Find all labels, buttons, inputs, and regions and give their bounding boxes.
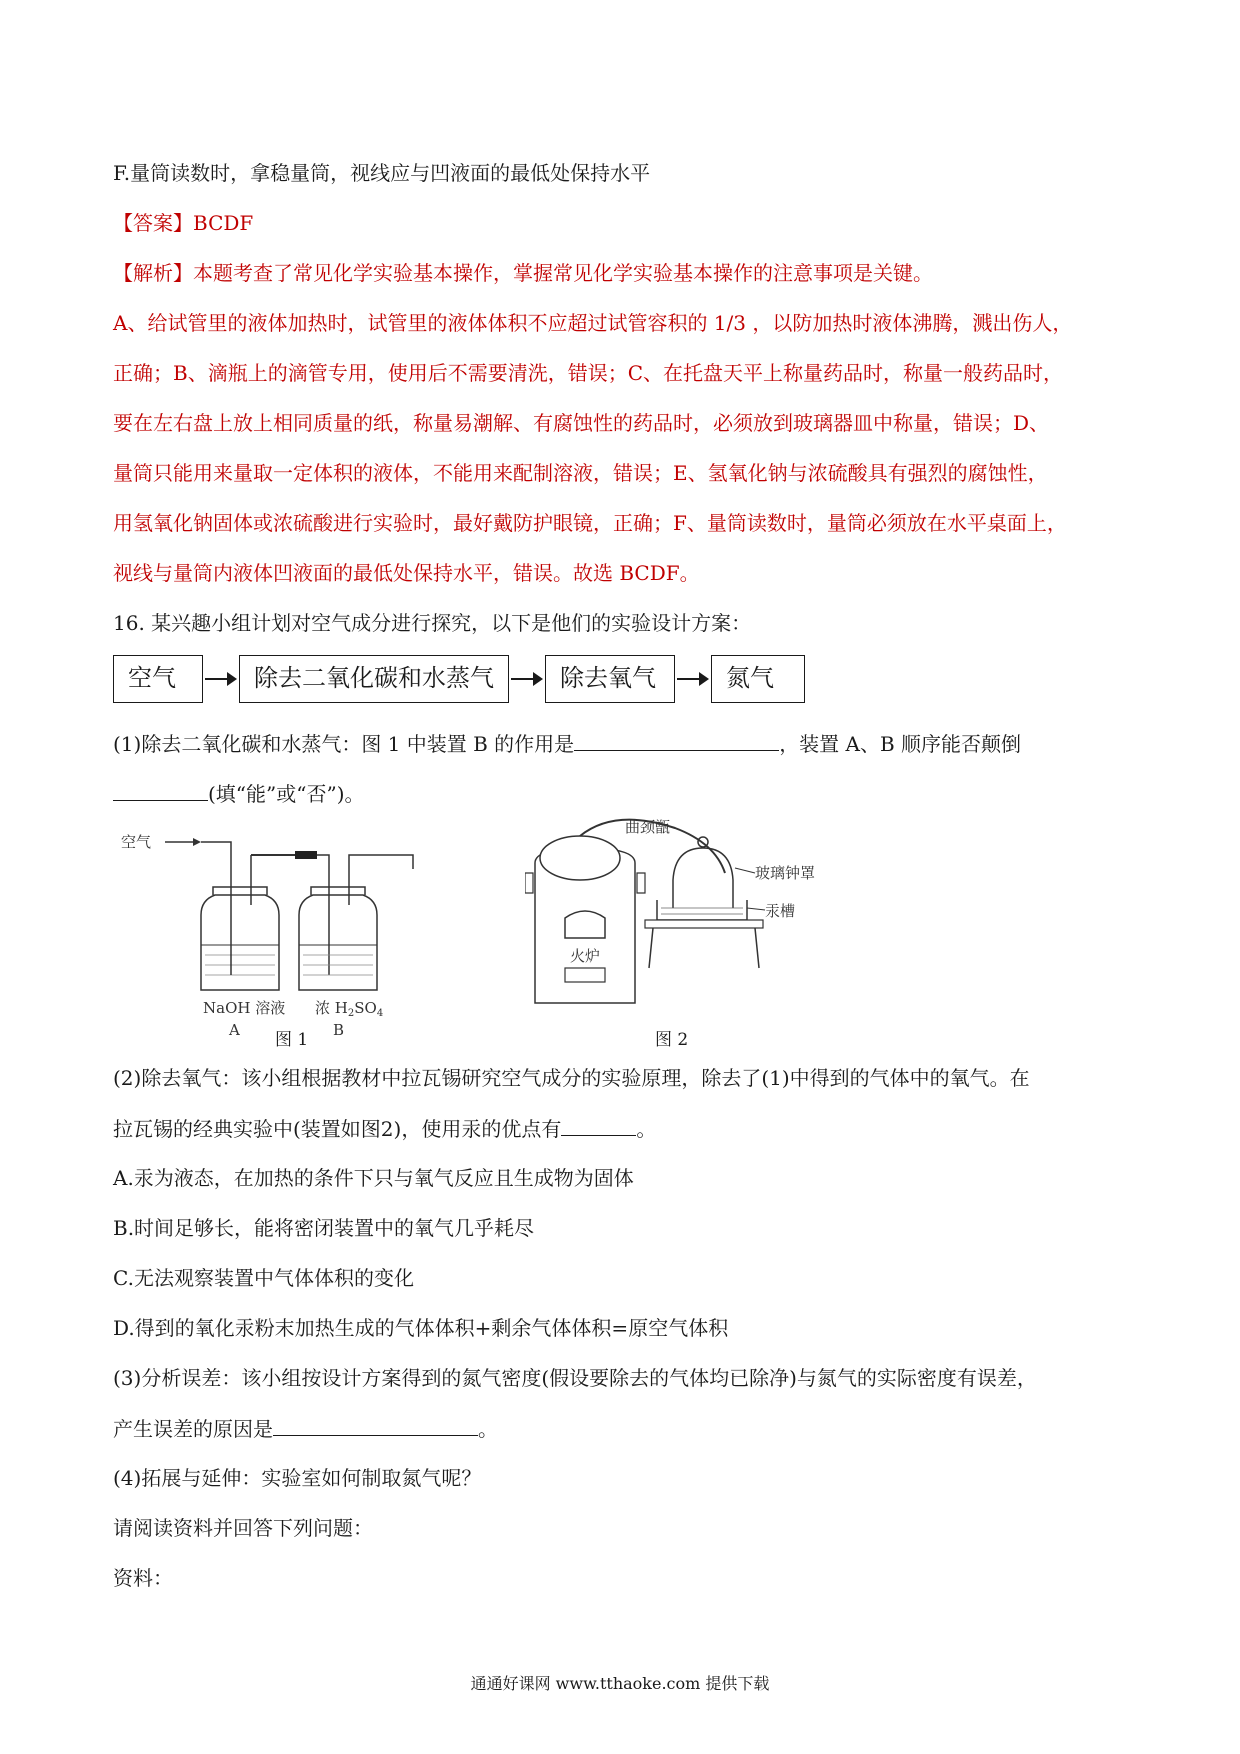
info-label: 资料： <box>113 1566 173 1590</box>
question-16-stem: 16. 某兴趣小组计划对空气成分进行探究，以下是他们的实验设计方案： <box>113 611 752 635</box>
flow-box-nitrogen: 氮气 <box>711 655 805 703</box>
fig1-bottle-b <box>299 855 413 990</box>
fig1-label-b: B <box>333 1021 345 1039</box>
part-1-text-b: ，装置 A、B 顺序能否颠倒 <box>779 732 1022 756</box>
figure-2-caption: 图 2 <box>655 1030 689 1050</box>
part-4-line: (4)拓展与延伸：实验室如何制取氮气呢？ <box>113 1466 482 1490</box>
part-1-line-2 <box>113 780 365 807</box>
option-c: C.无法观察装置中气体体积的变化 <box>113 1266 414 1290</box>
fig2-trough-leader <box>747 908 765 910</box>
figure-2-lavoisier-apparatus <box>525 818 815 1018</box>
flow-box-air: 空气 <box>113 655 203 703</box>
analysis-text-1: A、给试管里的液体加热时，试管里的液体体积不应超过试管容积的 1/3 ，以防加热时液体沸腾，溅出伤人， <box>113 311 1073 335</box>
fig2-trough-label: 汞槽 <box>765 902 796 920</box>
fig1-bottle-a <box>201 842 279 990</box>
fig1-h2so4-label: 浓 $H_2SO_4$ <box>315 999 384 1019</box>
fig1-rubber-tube <box>295 851 317 859</box>
flow-arrow <box>205 678 235 680</box>
part-3-period: 。 <box>478 1417 498 1441</box>
analysis-text-6: 视线与量筒内液体凹液面的最低处保持水平，错误。故选 BCDF。 <box>113 561 700 585</box>
fig2-bell-label: 玻璃钟罩 <box>755 864 815 882</box>
figure-1-caption: 图 1 <box>275 1030 309 1050</box>
part-1-text-c: (填“能”或“否”)。 <box>208 782 365 806</box>
part-2-period: 。 <box>636 1117 657 1141</box>
flow-box-remove-o2: 除去氧气 <box>545 655 675 703</box>
read-instruction: 请阅读资料并回答下列问题： <box>113 1516 373 1540</box>
fig2-trough-table <box>645 900 763 968</box>
fig2-retort-label: 曲颈甑 <box>625 818 671 836</box>
fig2-bell-leader <box>735 868 755 873</box>
answer-blank[interactable] <box>561 1115 636 1136</box>
flow-arrow <box>511 678 541 680</box>
option-b: B.时间足够长，能将密闭装置中的氧气几乎耗尽 <box>113 1216 535 1240</box>
answer-blank[interactable] <box>574 730 779 751</box>
answer-line: 【答案】BCDF <box>113 211 254 235</box>
part-3-text: 产生误差的原因是 <box>113 1417 273 1441</box>
part-3-line-1: (3)分析误差：该小组按设计方案得到的氮气密度(假设要除去的气体均已除净)与氮气的实际密度有误差， <box>113 1366 1037 1390</box>
answer-blank[interactable] <box>113 780 208 801</box>
analysis-text-4: 量筒只能用来量取一定体积的液体，不能用来配制溶液，错误；E、氢氧化钠与浓硫酸具有强烈的腐蚀性， <box>113 461 1048 485</box>
fig1-label-a: A <box>229 1021 240 1039</box>
fig1-air-arrowhead <box>193 838 201 846</box>
page-footer: 通通好课网 www.tthaoke.com 提供下载 <box>470 1674 770 1693</box>
answer-blank[interactable] <box>273 1415 478 1436</box>
analysis-text-2: 正确；B、滴瓶上的滴管专用，使用后不需要清洗，错误；C、在托盘天平上称量药品时，称量一般药品时， <box>113 361 1063 385</box>
analysis-text-3: 要在左右盘上放上相同质量的纸，称量易潮解、有腐蚀性的药品时，必须放到玻璃器皿中称量，错误；D、 <box>113 411 1050 435</box>
part-1-line <box>113 730 1021 757</box>
option-a: A.汞为液态，在加热的条件下只与氧气反应且生成物为固体 <box>113 1166 634 1190</box>
flow-box-remove-co2-h2o: 除去二氧化碳和水蒸气 <box>239 655 509 703</box>
part-2-text: 拉瓦锡的经典实验中(装置如图2)，使用汞的优点有 <box>113 1117 562 1141</box>
option-d: D.得到的氧化汞粉末加热生成的气体体积+剩余气体体积=原空气体积 <box>113 1316 729 1340</box>
part-2-line-1: (2)除去氧气：该小组根据教材中拉瓦锡研究空气成分的实验原理，除去了(1)中得到的气体中的氧气。在 <box>113 1066 1030 1090</box>
part-3-line-2 <box>113 1415 498 1442</box>
fig1-naoh-label: NaOH 溶液 <box>203 999 286 1017</box>
analysis-line: 【解析】本题考查了常见化学实验基本操作，掌握常见化学实验基本操作的注意事项是关键。 <box>113 261 933 285</box>
fig1-air-label: 空气 <box>121 833 152 851</box>
part-2-line-2 <box>113 1115 656 1142</box>
option-f-line: F.量筒读数时，拿稳量筒，视线应与凹液面的最低处保持水平 <box>113 161 651 185</box>
flow-arrow <box>677 678 707 680</box>
analysis-text-5: 用氢氧化钠固体或浓硫酸进行实验时，最好戴防护眼镜，正确；F、量筒读数时，量筒必须放在水平桌面上， <box>113 511 1067 535</box>
part-1-text-a: (1)除去二氧化碳和水蒸气：图 1 中装置 B 的作用是 <box>113 732 575 756</box>
fig2-furnace-label: 火炉 <box>570 947 601 965</box>
figure-1-gas-washing-bottles <box>113 825 433 1050</box>
